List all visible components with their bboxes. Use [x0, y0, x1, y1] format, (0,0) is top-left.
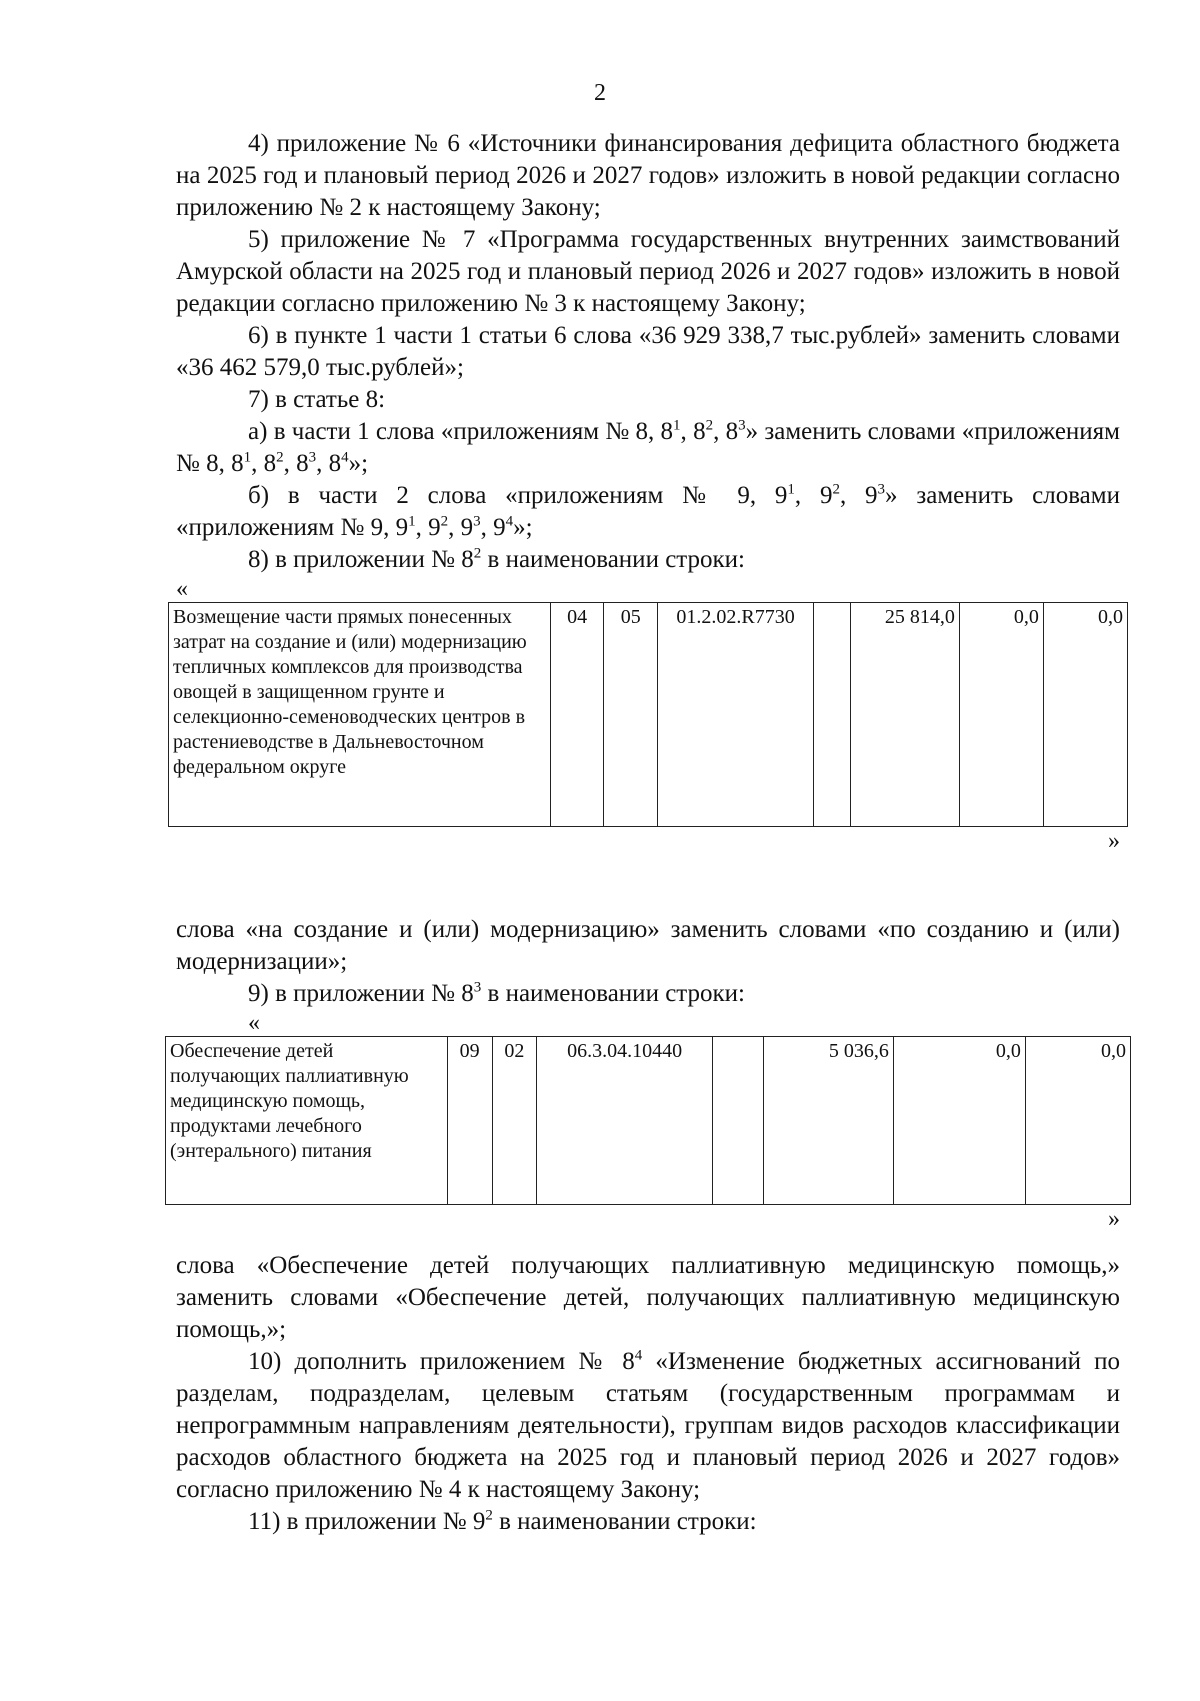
paragraph-8: 8) в приложении № $8^2$ в наименовании строки:: [248, 545, 745, 573]
paragraph-10: 10) дополнить приложением № $8^4$ «Изменение бюджетных ассигнований по разделам, подразделам, целевым статьям (государственным программам и непрограммным направлениям деятельности), группам видов расходов классификации расходов областного бюджета на 2025 год и плановый период 2026 и 2027 годов» согласно приложению № 4 к настоящему Закону;: [176, 1347, 1120, 1503]
section-cell: 04: [550, 603, 604, 827]
amount-2026-cell: 0,0: [893, 1037, 1025, 1205]
amount-2025-cell: 5 036,6: [763, 1037, 893, 1205]
quote-open-2: «: [248, 1010, 260, 1036]
paragraph-7a: а) в части 1 слова «приложениям № 8, $8^1$, $8^2$, $8^3$» заменить словами «приложениям № 8, $8^1$, $8^2$, $8^3$, $8^4$»;: [176, 417, 1120, 477]
body-part-3: [176, 1250, 1120, 1538]
paragraph-11: 11) в приложении № $9^2$ в наименовании строки:: [248, 1507, 757, 1535]
table-row: [169, 603, 1128, 827]
paragraph-7: 7) в статье 8:: [248, 386, 386, 413]
page-number: 2: [594, 80, 606, 106]
target-article-cell: 01.2.02.R7730: [658, 603, 814, 827]
amount-2027-cell: 0,0: [1025, 1037, 1130, 1205]
row-name-cell: Обеспечение детей получающих паллиативную медицинскую помощь, продуктами лечебного (энтерального) питания: [166, 1037, 448, 1205]
amount-2026-cell: 0,0: [959, 603, 1043, 827]
quote-close-1: »: [1108, 828, 1120, 854]
amount-2025-cell: 25 814,0: [851, 603, 959, 827]
body-part-1: [173, 128, 1123, 855]
quote-close-2: »: [1108, 1206, 1120, 1232]
expense-type-cell: [712, 1037, 763, 1205]
paragraph-7b: б) в части 2 слова «приложениям № 9, $9^1$, $9^2$, $9^3$» заменить словами «приложениям № 9, $9^1$, $9^2$, $9^3$, $9^4$»;: [176, 481, 1120, 541]
table-row: [166, 1037, 1131, 1205]
paragraph-5: 5) приложение № 7 «Программа государственных внутренних заимствований Амурской области на 2025 год и плановый период 2026 и 2027 годов» изложить в новой редакции согласно приложению № 3 к настоящему Закону;: [176, 226, 1120, 317]
body-part-2: [170, 914, 1126, 1233]
paragraph-4: 4) приложение № 6 «Источники финансирования дефицита областного бюджета на 2025 год и плановый период 2026 и 2027 годов» изложить в новой редакции согласно приложению № 2 к настоящему Закону;: [176, 130, 1120, 221]
subsection-cell: 02: [492, 1037, 537, 1205]
paragraph-9: 9) в приложении № $8^3$ в наименовании строки:: [248, 979, 745, 1007]
expense-type-cell: [814, 603, 851, 827]
quote-open-1: «: [176, 576, 188, 602]
table-1: [168, 602, 1128, 827]
target-article-cell: 06.3.04.10440: [537, 1037, 713, 1205]
subsection-cell: 05: [604, 603, 658, 827]
amount-2027-cell: 0,0: [1043, 603, 1127, 827]
row-name-cell: Возмещение части прямых понесенных затрат на создание и (или) модернизацию тепличных комплексов для производства овощей в защищенном грунте и селекционно-семеноводческих центров в растениеводстве в Дальневосточном федеральном округе: [169, 603, 551, 827]
paragraph-8-after: слова «на создание и (или) модернизацию» заменить словами «по созданию и (или) модернизации»;: [176, 916, 1120, 975]
paragraph-9-after: слова «Обеспечение детей получающих паллиативную медицинскую помощь,» заменить словами «Обеспечение детей, получающих паллиативную медицинскую помощь,»;: [176, 1252, 1120, 1343]
table-2: [165, 1036, 1131, 1205]
paragraph-6: 6) в пункте 1 части 1 статьи 6 слова «36 929 338,7 тыс.рублей» заменить словами «36 462 579,0 тыс.рублей»;: [176, 322, 1120, 381]
section-cell: 09: [447, 1037, 492, 1205]
